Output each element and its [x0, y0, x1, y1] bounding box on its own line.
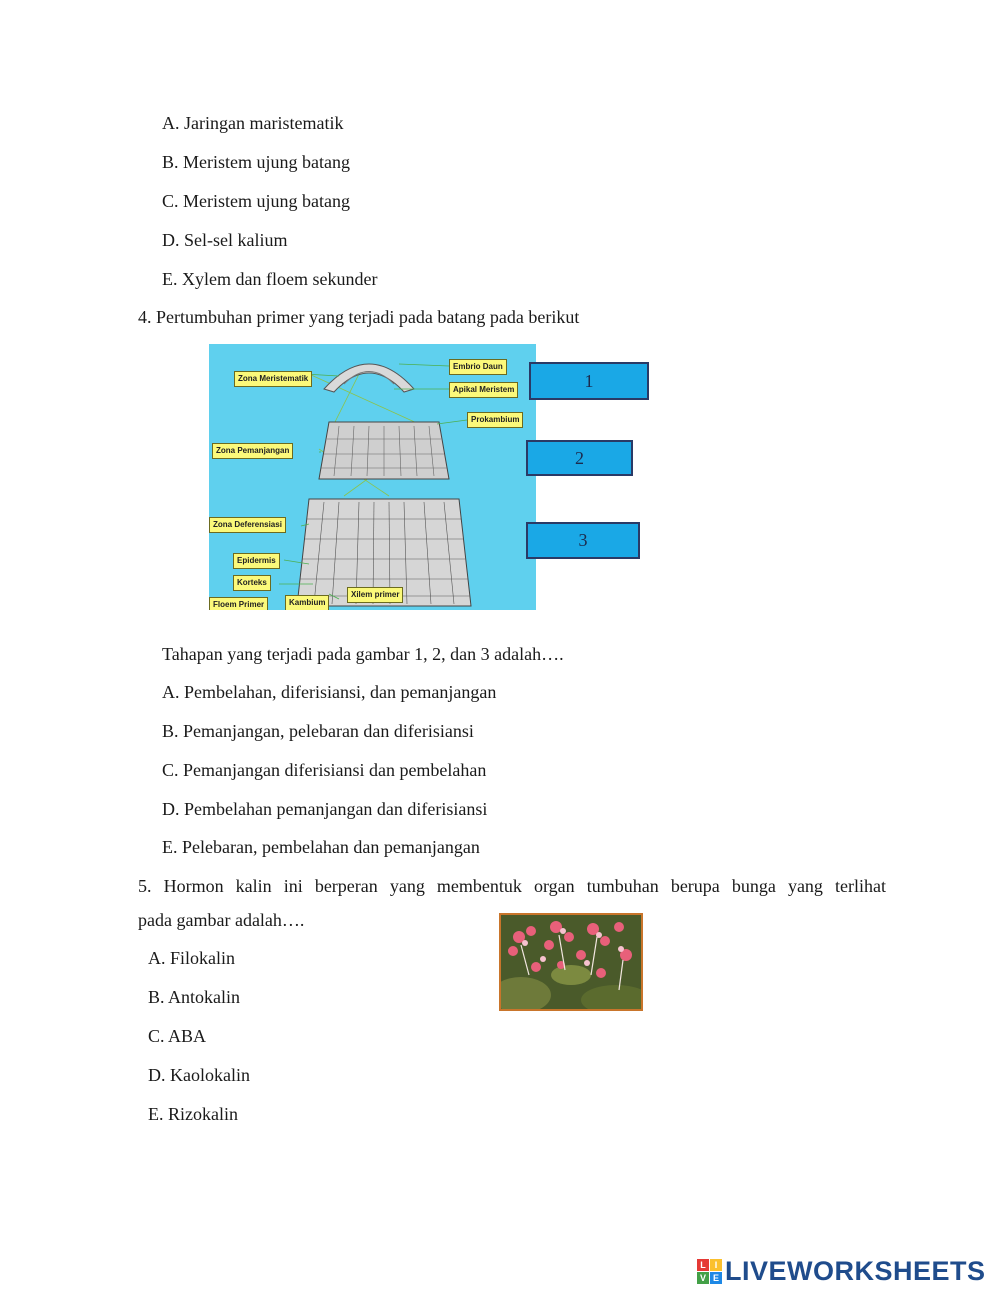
q4-question: 4. Pertumbuhan primer yang terjadi pada batang pada berikut [138, 307, 580, 327]
q3-option-a: A. Jaringan maristematik [162, 113, 344, 133]
label-embrio-daun: Embrio Daun [449, 359, 507, 375]
q3-option-c: C. Meristem ujung batang [162, 191, 350, 211]
label-kambium: Kambium [285, 595, 329, 610]
label-zona-meristematik: Zona Meristematik [234, 371, 312, 387]
logo-text: LIVEWORKSHEETS [725, 1256, 986, 1286]
flower-photo [499, 913, 643, 1011]
label-apikal-meristem: Apikal Meristem [449, 382, 518, 398]
label-zona-diferensiasi: Zona Deferensiasi [209, 517, 286, 533]
label-epidermis: Epidermis [233, 553, 280, 569]
q5-option-d: D. Kaolokalin [148, 1065, 250, 1085]
label-korteks: Korteks [233, 575, 271, 591]
liveworksheets-logo [697, 1256, 986, 1287]
q5-option-b: B. Antokalin [148, 987, 241, 1007]
answer-box-1[interactable]: 1 [529, 362, 649, 400]
label-xilem-primer: Xilem primer [347, 587, 403, 603]
label-zona-pemanjangan: Zona Pemanjangan [212, 443, 293, 459]
q5-option-c: C. ABA [148, 1026, 207, 1046]
logo-block-v: V [697, 1272, 709, 1284]
stem-growth-diagram [209, 344, 536, 610]
q4-prompt: Tahapan yang terjadi pada gambar 1, 2, dan 3 adalah…. [162, 644, 564, 664]
q3-option-d: D. Sel-sel kalium [162, 230, 288, 250]
logo-block-e: E [710, 1272, 722, 1284]
q5-question-line1: 5. Hormon kalin ini berperan yang membentuk organ tumbuhan berupa bunga yang terlihat [138, 876, 886, 896]
logo-block-i: I [710, 1259, 722, 1271]
q3-option-b: B. Meristem ujung batang [162, 152, 350, 172]
answer-box-3[interactable]: 3 [526, 522, 640, 559]
q4-option-a: A. Pembelahan, diferisiansi, dan pemanjangan [162, 682, 497, 702]
label-prokambium: Prokambium [467, 412, 523, 428]
logo-block-l: L [697, 1259, 709, 1271]
q5-option-a: A. Filokalin [148, 948, 236, 968]
q4-option-d: D. Pembelahan pemanjangan dan diferisiansi [162, 799, 488, 819]
flower-illustration [501, 915, 641, 1009]
q4-option-e: E. Pelebaran, pembelahan dan pemanjangan [162, 837, 480, 857]
label-floem-primer: Floem Primer [209, 597, 268, 610]
q4-option-c: C. Pemanjangan diferisiansi dan pembelahan [162, 760, 487, 780]
q3-option-e: E. Xylem dan floem sekunder [162, 269, 378, 289]
q4-option-b: B. Pemanjangan, pelebaran dan diferisiansi [162, 721, 474, 741]
q5-question-line2: pada gambar adalah…. [138, 910, 305, 930]
logo-blocks-icon [697, 1259, 722, 1284]
q5-option-e: E. Rizokalin [148, 1104, 238, 1124]
answer-box-2[interactable]: 2 [526, 440, 633, 476]
